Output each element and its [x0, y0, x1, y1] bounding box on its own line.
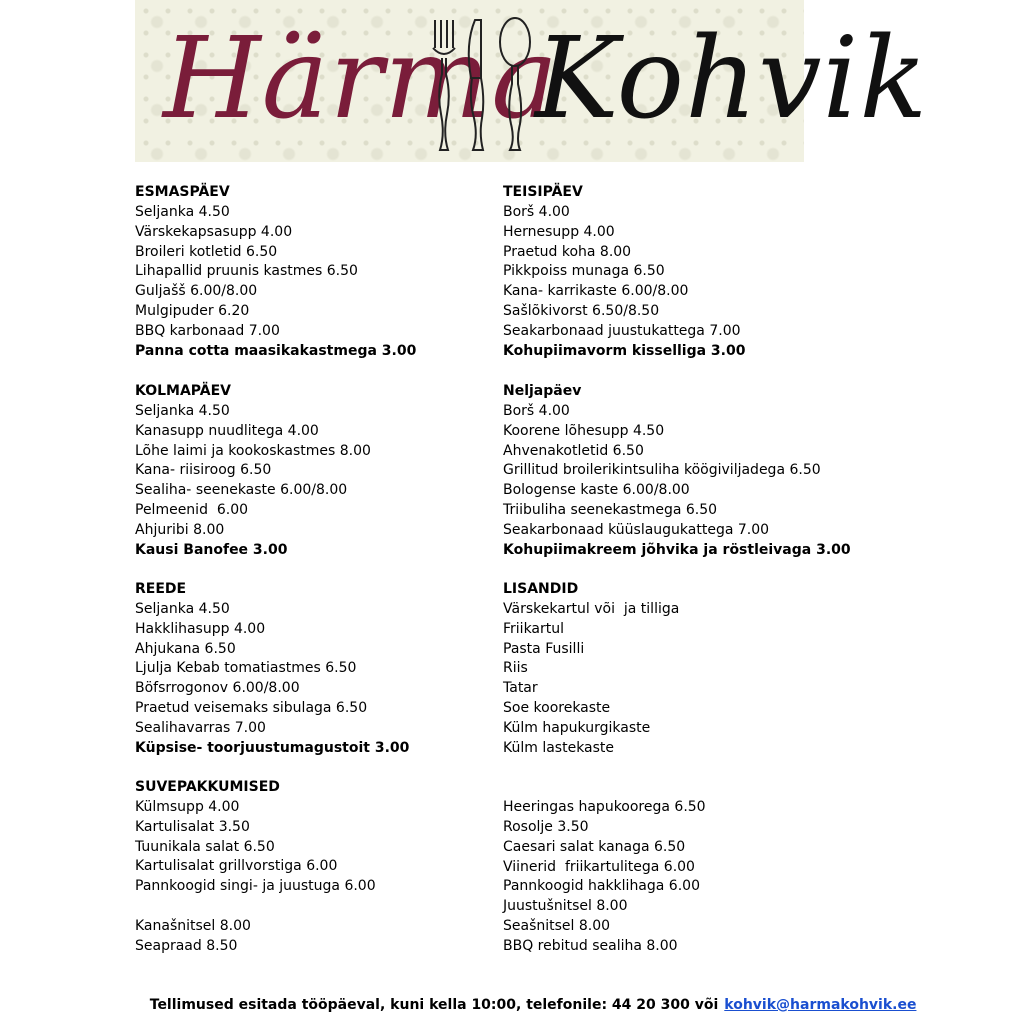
menu-item: Praetud koha 8.00: [503, 243, 632, 260]
side-item: Tatar: [503, 680, 538, 697]
summer-item: Kanašnitsel 8.00: [135, 917, 251, 934]
menu-item: Seljanka 4.50: [135, 600, 230, 617]
side-item: Friikartul: [503, 620, 565, 637]
day-heading: TEISIPÄEV: [503, 184, 583, 200]
summer-item: Juustušnitsel 8.00: [503, 898, 628, 915]
summer-item: Caesari salat kanaga 6.50: [503, 838, 686, 855]
order-footer: [140, 977, 916, 1015]
menu-item: Bologense kaste 6.00/8.00: [503, 482, 690, 499]
menu-item: Seljanka 4.50: [135, 203, 230, 220]
summer-item: Kartulisalat grillvorstiga 6.00: [135, 858, 338, 875]
summer-item: BBQ rebitud sealiha 8.00: [503, 937, 678, 954]
dessert-item: Kausi Banofee 3.00: [135, 541, 288, 558]
menu-item: Kana- karrikaste 6.00/8.00: [503, 283, 689, 300]
menu-item: Borš 4.00: [503, 402, 570, 419]
dessert-item: Kohupiimakreem jõhvika ja röstleivaga 3.00: [503, 541, 851, 558]
menu-item: Ljulja Kebab tomatiastmes 6.50: [135, 660, 357, 677]
menu-item: Sealiha- seenekaste 6.00/8.00: [135, 482, 348, 499]
summer-item: Seašnitsel 8.00: [503, 918, 611, 935]
summer-item: Külmsupp 4.00: [135, 798, 240, 815]
dessert-item: Küpsise- toorjuustumagustoit 3.00: [135, 739, 410, 756]
section-thursday: [503, 382, 851, 561]
section-summer-right: [503, 798, 706, 957]
menu-item: Seakarbonaad juustukattega 7.00: [503, 322, 741, 339]
menu-item: Kana- riisiroog 6.50: [135, 462, 272, 479]
section-tuesday: [503, 183, 745, 362]
menu-item: BBQ karbonaad 7.00: [135, 322, 280, 339]
side-item: Riis: [503, 660, 528, 677]
menu-item: Lõhe laimi ja kookoskastmes 8.00: [135, 442, 371, 459]
summer-item: Heeringas hapukoorega 6.50: [503, 799, 706, 815]
menu-item: Böfsrrogonov 6.00/8.00: [135, 680, 300, 697]
menu-item: Koorene lõhesupp 4.50: [503, 422, 665, 439]
sides-heading: LISANDID: [503, 581, 579, 597]
dessert-item: Kohupiimavorm kisselliga 3.00: [503, 342, 746, 359]
menu-item: Lihapallid pruunis kastmes 6.50: [135, 263, 358, 280]
side-item: Külm lastekaste: [503, 739, 615, 756]
menu-item: Seljanka 4.50: [135, 402, 230, 419]
section-monday: [135, 183, 416, 362]
side-item: Soe koorekaste: [503, 700, 611, 717]
summer-item: Kartulisalat 3.50: [135, 818, 250, 835]
summer-item: Viinerid friikartulitega 6.00: [503, 858, 695, 875]
day-heading: REEDE: [135, 581, 187, 597]
summer-item-blank: [135, 897, 376, 917]
side-item: Külm hapukurgikaste: [503, 719, 651, 736]
logo-kohvik: Kohvik: [535, 14, 929, 144]
menu-item: Ahjuribi 8.00: [135, 521, 225, 538]
menu-item: Ahjukana 6.50: [135, 640, 236, 657]
section-wednesday: [135, 382, 371, 561]
menu-item: Guljašš 6.00/8.00: [135, 283, 258, 300]
menu-item: Sealihavarras 7.00: [135, 719, 266, 736]
side-item: Pasta Fusilli: [503, 640, 585, 657]
menu-item: Seakarbonaad küüslaugukattega 7.00: [503, 521, 770, 538]
summer-item: Tuunikala salat 6.50: [135, 838, 275, 855]
menu-item: Kanasupp nuudlitega 4.00: [135, 422, 319, 439]
menu-item: Triibuliha seenekastmega 6.50: [503, 502, 718, 519]
cutlery-icon: [427, 14, 537, 154]
menu-item: Värskekapsasupp 4.00: [135, 223, 293, 240]
menu-item: Hakklihasupp 4.00: [135, 620, 266, 637]
menu-item: Mulgipuder 6.20: [135, 303, 250, 320]
logo-harma: Härma: [163, 14, 559, 144]
summer-item: Seapraad 8.50: [135, 937, 238, 954]
summer-item: Rosolje 3.50: [503, 818, 589, 835]
summer-heading: SUVEPAKKUMISED: [135, 779, 280, 795]
dessert-item: Panna cotta maasikakastmega 3.00: [135, 342, 417, 359]
menu-item: Broileri kotletid 6.50: [135, 243, 278, 260]
menu-item: Borš 4.00: [503, 203, 570, 220]
menu-item: Pelmeenid 6.00: [135, 502, 249, 519]
header-banner: [135, 0, 929, 162]
menu-item: Praetud veisemaks sibulaga 6.50: [135, 700, 368, 717]
section-summer-left: [135, 778, 376, 957]
summer-item: Pannkoogid hakklihaga 6.00: [503, 878, 700, 895]
order-instructions: Tellimused esitada tööpäeval, kuni kella 10:00, telefonile: 44 20 300 või: [149, 997, 719, 1013]
menu-item: Hernesupp 4.00: [503, 223, 615, 240]
menu-item: Sašlõkivorst 6.50/8.50: [503, 303, 660, 320]
menu-item: Grillitud broilerikintsuliha köögiviljadega 6.50: [503, 462, 821, 479]
summer-item: Pannkoogid singi- ja juustuga 6.00: [135, 878, 376, 895]
day-heading: ESMASPÄEV: [135, 184, 230, 200]
section-sides: [503, 580, 679, 759]
day-heading: Neljapäev: [503, 383, 582, 399]
day-heading: KOLMAPÄEV: [135, 383, 232, 399]
side-item: Värskekartul või ja tilliga: [503, 600, 680, 617]
menu-item: Pikkpoiss munaga 6.50: [503, 263, 665, 280]
email-link[interactable]: kohvik@harmakohvik.ee: [724, 997, 917, 1013]
section-friday: [135, 580, 409, 759]
menu-item: Ahvenakotletid 6.50: [503, 442, 644, 459]
